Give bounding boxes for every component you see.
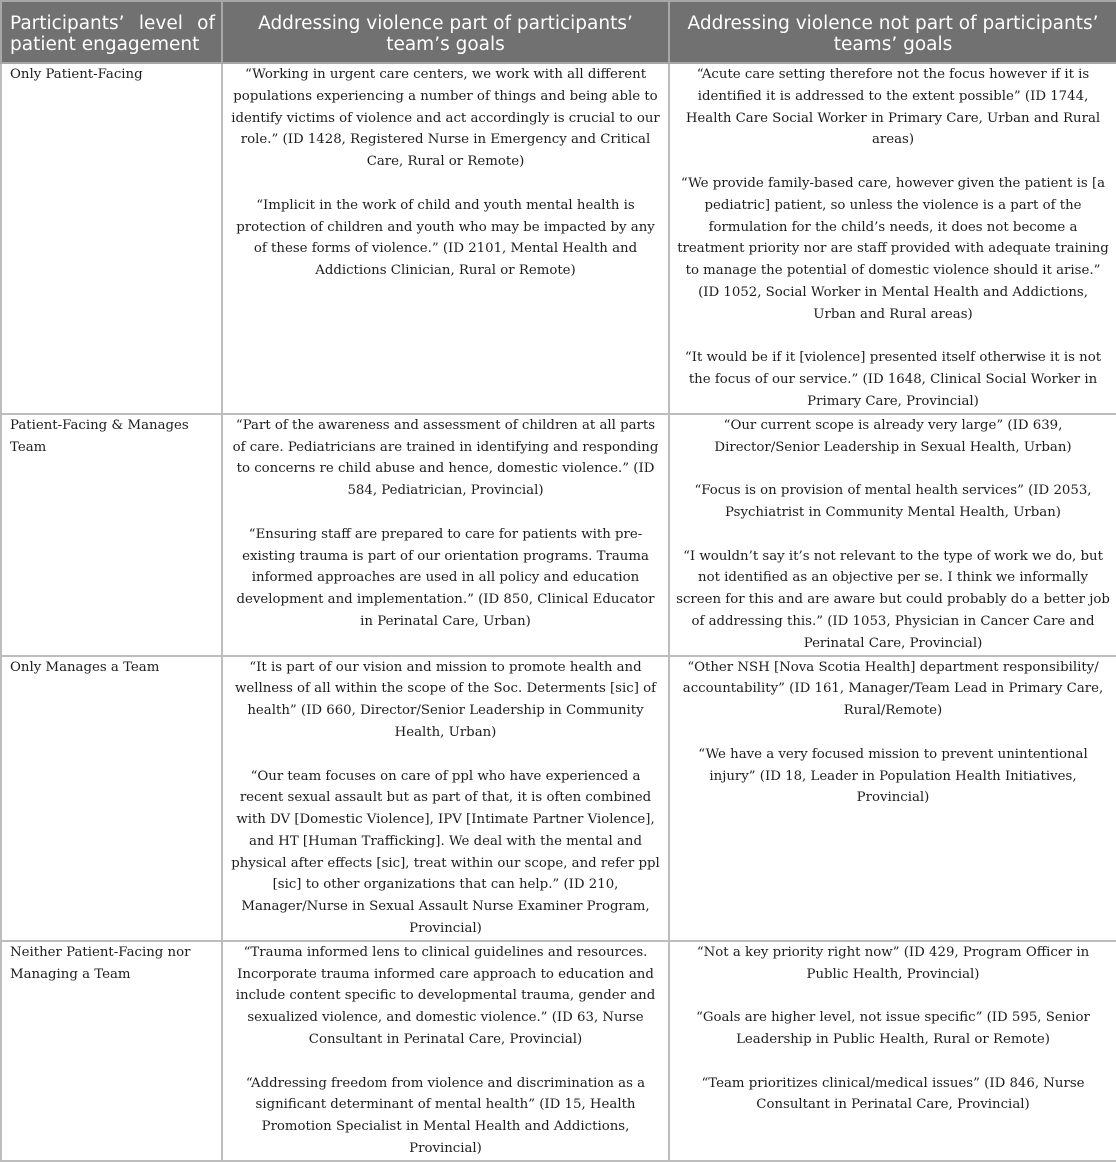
quote: “Focus is on provision of mental health services” (ID 2053, Psychiatrist in Community Mental Health, Urban) bbox=[694, 483, 1092, 520]
quote: “Goals are higher level, not issue specific” (ID 595, Senior Leadership in Public Health, Rural or Remote) bbox=[696, 1010, 1090, 1048]
not-part-of-goals-cell bbox=[669, 656, 1116, 941]
not-part-of-goals-cell bbox=[669, 63, 1116, 414]
quote: “It would be if it [violence] presented itself otherwise it is not the focus of our service.” (ID 1648, Clinical Social Worker in Primary Care, Provincial) bbox=[684, 350, 1102, 409]
table-row bbox=[1, 63, 1116, 414]
quote: “Trauma informed lens to clinical guidelines and resources. Incorporate trauma informed care approach to education and include content specific to developmental trauma, gender and sexualized violence, and domestic violence.” (ID 63, Nurse Consultant in Perinatal Care, Provincial) bbox=[235, 944, 656, 1048]
table-row bbox=[1, 656, 1116, 941]
quote: “Part of the awareness and assessment of children at all parts of care. Pediatricians are trained in identifying and responding to concerns re child abuse and hence, domestic violence.” (ID 584, Pediatrician, Provincial) bbox=[232, 417, 659, 499]
quote: “We provide family-based care, however given the patient is [a pediatric] patient, so unless the violence is a part of the formulation for the child’s needs, it does not become a treatment priority nor are staff provided with adequate training to manage the potential of domestic violence should it arise.” (ID 1052, Social Worker in Mental Health and Addictions, Urban and Rural areas) bbox=[677, 175, 1109, 322]
engagement-level-cell: Patient-Facing & Manages Team bbox=[1, 414, 222, 656]
table-row bbox=[1, 941, 1116, 1161]
not-part-of-goals-cell bbox=[669, 414, 1116, 656]
table-header bbox=[1, 1, 1116, 63]
quote: “Not a key priority right now” (ID 429, Program Officer in Public Health, Provincial) bbox=[696, 944, 1090, 982]
quote: “We have a very focused mission to prevent unintentional injury” (ID 18, Leader in Population Health Initiatives, Provincial) bbox=[698, 746, 1088, 806]
quote: “Our current scope is already very large” (ID 639, Director/Senior Leadership in Sexual Health, Urban) bbox=[714, 417, 1072, 455]
quote: “It is part of our vision and mission to promote health and wellness of all within the scope of the Soc. Determents [sic] of health” (ID 660, Director/Senior Leadership in Community Health, Urban) bbox=[234, 659, 657, 740]
engagement-level-cell: Only Manages a Team bbox=[1, 656, 222, 941]
header-engagement-level: Participants’ level of patient engagement bbox=[1, 1, 222, 63]
header-not-part-of-goals: Addressing violence not part of participants’ teams’ goals bbox=[669, 1, 1116, 63]
table-body bbox=[1, 63, 1116, 1161]
quote: “Ensuring staff are prepared to care for patients with pre-existing trauma is part of our orientation programs. Trauma informed approaches are used in all policy and education development and implementation.” (ID 850, Clinical Educator in Perinatal Care, Urban) bbox=[236, 526, 655, 629]
part-of-goals-cell bbox=[222, 63, 669, 414]
part-of-goals-cell bbox=[222, 414, 669, 656]
quote: “Other NSH [Nova Scotia Health] department responsibility/ accountability” (ID 161, Manager/Team Lead in Primary Care, Rural/Remote) bbox=[682, 659, 1104, 719]
quote: “Addressing freedom from violence and discrimination as a significant determinant of mental health” (ID 15, Health Promotion Specialist in Mental Health and Addictions, Provincial) bbox=[245, 1075, 646, 1157]
quote: “Implicit in the work of child and youth mental health is protection of children and youth who may be impacted by any of these forms of violence.” (ID 2101, Mental Health and Addictions Clinician, Rural or Remote) bbox=[236, 197, 655, 279]
header-row bbox=[1, 1, 1116, 63]
quote: “I wouldn’t say it’s not relevant to the type of work we do, but not identified as an objective per se. I think we informally screen for this and are aware but could probably do a better job of addressing this.” (ID 1053, Physician in Cancer Care and Perinatal Care, Provincial) bbox=[676, 548, 1110, 651]
quote: “Acute care setting therefore not the focus however if it is identified it is addressed to the extent possible” (ID 1744, Health Care Social Worker in Primary Care, Urban and Rural areas) bbox=[685, 67, 1101, 148]
quote: “Our team focuses on care of ppl who have experienced a recent sexual assault but as part of that, it is often combined with DV [Domestic Violence], IPV [Intimate Partner Violence], and HT [Human Trafficking]. We deal with the mental and physical after effects [sic], treat within our scope, and refer ppl [sic] to other organizations that can help.” (ID 210, Manager/Nurse in Sexual Assault Nurse Examiner Program, Provincial) bbox=[231, 768, 660, 937]
quote: “Working in urgent care centers, we work with all different populations experiencing a number of things and being able to identify victims of violence and act accordingly is crucial to our role.” (ID 1428, Registered Nurse in Emergency and Critical Care, Rural or Remote) bbox=[231, 67, 660, 170]
part-of-goals-cell bbox=[222, 941, 669, 1161]
header-part-of-goals: Addressing violence part of participants’ team’s goals bbox=[222, 1, 669, 63]
engagement-level-cell: Only Patient-Facing bbox=[1, 63, 222, 414]
engagement-level-cell: Neither Patient-Facing nor Managing a Team bbox=[1, 941, 222, 1161]
table-row bbox=[1, 414, 1116, 656]
part-of-goals-cell bbox=[222, 656, 669, 941]
not-part-of-goals-cell bbox=[669, 941, 1116, 1161]
quote: “Team prioritizes clinical/medical issues” (ID 846, Nurse Consultant in Perinatal Care, Provincial) bbox=[701, 1075, 1085, 1113]
